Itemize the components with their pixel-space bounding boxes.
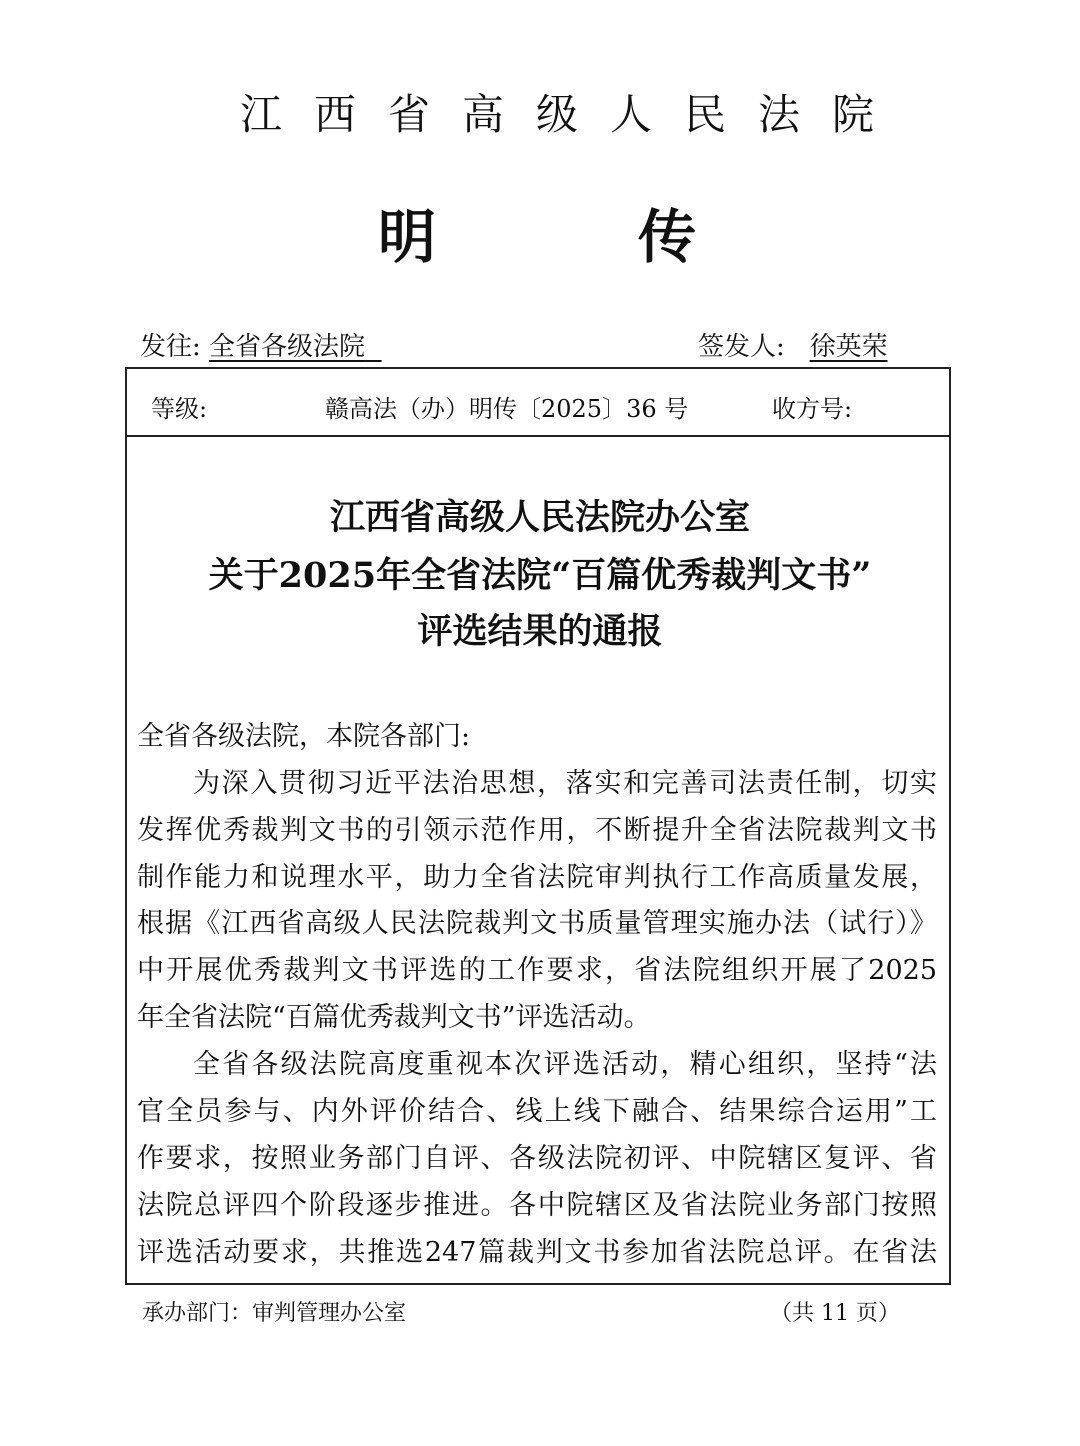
document-type-char-1: 明 bbox=[378, 203, 437, 271]
document-type-char-2: 传 bbox=[638, 203, 697, 271]
salutation: 全省各级法院，本院各部门: bbox=[137, 721, 471, 752]
signer bbox=[698, 326, 888, 363]
receipt-label: 收方号: bbox=[772, 395, 853, 423]
send-to-label: 发往: bbox=[140, 332, 201, 362]
title-line-1: 江西省高级人民法院办公室 bbox=[329, 497, 750, 538]
page-count: （共 11 页） bbox=[770, 1301, 900, 1326]
doc-info-row bbox=[127, 369, 949, 437]
title-line-2: 关于2025年全省法院“百篇优秀裁判文书” bbox=[208, 555, 872, 596]
level-label: 等级: bbox=[151, 395, 208, 423]
body-line: 为深入贯彻习近平法治思想，落实和完善司法责任制，切实 bbox=[193, 768, 937, 799]
body-line: 年全省法院“百篇优秀裁判文书”评选活动。 bbox=[137, 1002, 651, 1033]
send-to-value: 全省各级法院 bbox=[209, 332, 366, 362]
body-line: 根据《江西省高级人民法院裁判文书质量管理实施办法（试行）》 bbox=[137, 908, 937, 939]
doc-number: 赣高法（办）明传〔2025〕36 号 bbox=[325, 395, 689, 423]
body-line: 全省各级法院高度重视本次评选活动，精心组织，坚持“法 bbox=[193, 1049, 937, 1080]
body-line: 评选活动要求，共推选247篇裁判文书参加省法院总评。在省法 bbox=[137, 1237, 937, 1268]
body-line: 制作能力和说理水平，助力全省法院审判执行工作高质量发展， bbox=[137, 862, 937, 893]
body-line: 作要求，按照业务部门自评、各级法院初评、中院辖区复评、省 bbox=[137, 1143, 937, 1174]
signer-value: 徐英荣 bbox=[809, 332, 888, 362]
body-line: 发挥优秀裁判文书的引领示范作用，不断提升全省法院裁判文书 bbox=[137, 815, 937, 846]
signer-label: 签发人: bbox=[698, 332, 785, 362]
issuing-organization: 江西省高级人民法院 bbox=[240, 90, 907, 139]
body-line: 中开展优秀裁判文书评选的工作要求，省法院组织开展了2025 bbox=[137, 955, 937, 986]
handling-department: 承办部门：审判管理办公室 bbox=[142, 1301, 407, 1326]
send-to bbox=[140, 326, 382, 363]
body-line: 官全员参与、内外评价结合、线上线下融合、结果综合运用”工 bbox=[137, 1096, 937, 1127]
body-line: 法院总评四个阶段逐步推进。各中院辖区及省法院业务部门按照 bbox=[137, 1190, 937, 1221]
title-line-3: 评选结果的通报 bbox=[417, 611, 663, 652]
